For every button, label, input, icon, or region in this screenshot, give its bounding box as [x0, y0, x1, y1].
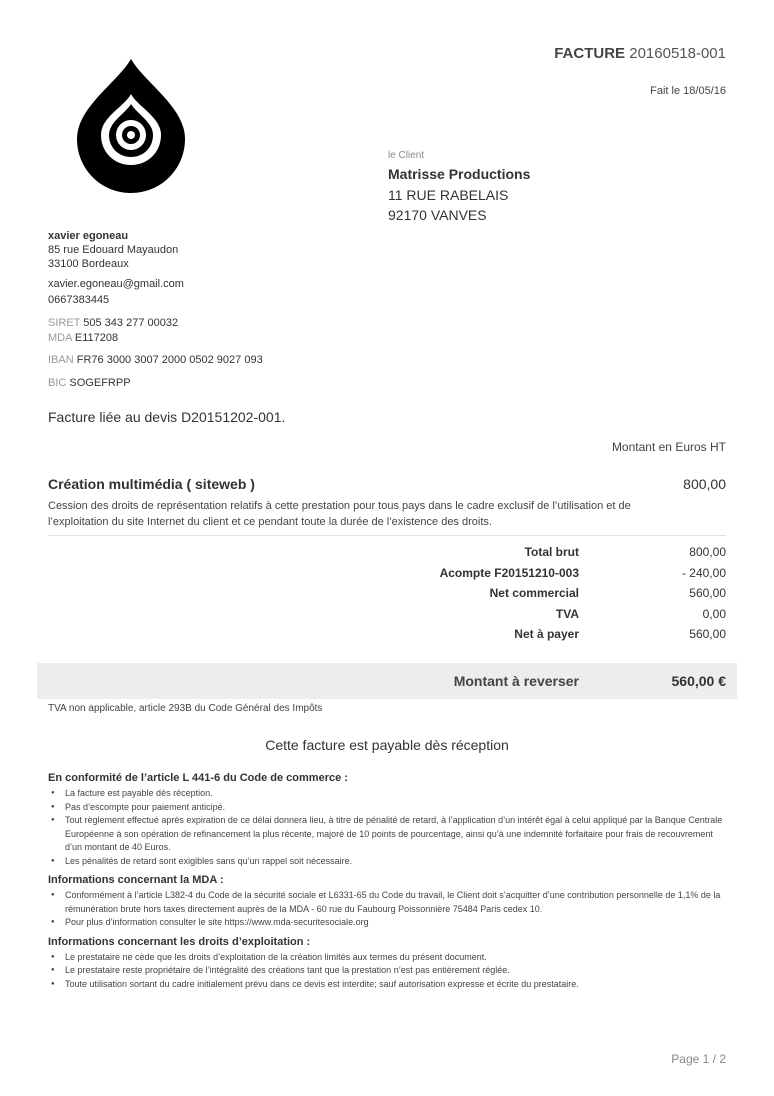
- drop-eye-logo-icon: [77, 59, 185, 193]
- legal-item: ● Le prestataire reste propriétaire de l’intégralité des créations tant que la prestation n’est pas entièrement réglée.: [48, 964, 728, 978]
- item-amount: 800,00: [683, 476, 726, 492]
- client-address-line2: 92170 VANVES: [388, 207, 487, 223]
- client-address-line1: 11 RUE RABELAIS: [388, 187, 509, 203]
- sender-name: xavier egoneau: [48, 230, 129, 242]
- legal-item: ● Pour plus d’information consulter le site https://www.mda-securitesociale.org: [48, 916, 728, 930]
- legal-section: [48, 772, 728, 997]
- sender-bic: [48, 376, 131, 390]
- tva-note: TVA non applicable, article 293B du Code Général des Impôts: [48, 703, 323, 714]
- mda-label: MDA: [48, 332, 72, 344]
- legal-heading: En conformité de l’article L 441-6 du Code de commerce :: [48, 772, 348, 784]
- sender-phone: 0667383445: [48, 294, 110, 306]
- item-title: Création multimédia ( siteweb ): [48, 476, 255, 492]
- amount-due-band: [37, 663, 737, 699]
- total-label: Total brut: [524, 545, 579, 559]
- siret-value: 505 343 277 00032: [83, 317, 179, 329]
- invoice-number: 20160518-001: [629, 45, 726, 62]
- client-label: le Client: [388, 150, 425, 161]
- devis-reference: Facture liée au devis D20151202-001.: [48, 409, 286, 425]
- sender-address-line2: 33100 Bordeaux: [48, 258, 129, 270]
- sender-siret: [48, 316, 178, 330]
- total-label: Acompte F20151210-003: [439, 566, 579, 580]
- amount-currency-label: Montant en Euros HT: [611, 440, 726, 454]
- siret-label: SIRET: [48, 317, 81, 329]
- legal-item: ● Pas d’escompte pour paiement anticipé.: [48, 801, 728, 815]
- legal-list: [48, 787, 728, 868]
- total-value: - 240,00: [681, 566, 726, 580]
- total-label: Net commercial: [489, 586, 579, 600]
- total-value: 560,00: [689, 586, 726, 600]
- client-name: Matrisse Productions: [388, 166, 531, 182]
- doc-label: FACTURE: [554, 45, 626, 62]
- iban-value: FR76 3000 3007 2000 0502 9027 093: [76, 354, 263, 366]
- amount-due-value: 560,00 €: [671, 673, 726, 689]
- bic-label: BIC: [48, 377, 67, 389]
- amount-due-label: Montant à reverser: [453, 673, 579, 689]
- legal-item: ● Tout règlement effectué après expiration de ce délai donnera lieu, à titre de pénalité de retard, à l’application d’un intérêt égal à celui appliqué par la Banque Centrale Européenne à son opération de refinancement la plus récente, majoré de 10 points de pourcentage, ainsi qu’à une indemnité forfaitaire pour frais de recouvrement d’un montant de 40 Euros.: [48, 814, 728, 855]
- legal-item: ● Les pénalités de retard sont exigibles sans qu’un rappel soit nécessaire.: [48, 855, 728, 869]
- legal-item: ● La facture est payable dès réception.: [48, 787, 728, 801]
- total-label: Net à payer: [514, 627, 579, 641]
- sender-iban: [48, 353, 263, 367]
- sender-email: xavier.egoneau@gmail.com: [48, 278, 184, 290]
- legal-item: ● Le prestataire ne cède que les droits d’exploitation de la création limités aux termes du présent document.: [48, 951, 728, 965]
- mda-value: E117208: [74, 332, 119, 344]
- total-value: 0,00: [702, 607, 726, 621]
- item-description: Cession des droits de représentation relatifs à cette prestation pour tous pays dans le cadre exclusif de l’utilisation et de l’exploitation du site Internet du client et ce pendant toute la durée de l’existence des droits.: [48, 500, 631, 528]
- sender-address-line1: 85 rue Edouard Mayaudon: [48, 244, 179, 256]
- divider: [48, 535, 726, 536]
- legal-item: ● Conformément à l’article L382-4 du Code de la sécurité sociale et L6331-65 du Code du travail, le Client doit s’acquitter d’une contribution personnelle de 1,1% de la rémunération brute hors taxes directement auprès de la MDA - 60 rue du Faubourg Poissonnière 75484 Paris cedex 10.: [48, 889, 728, 916]
- iban-label: IBAN: [48, 354, 74, 366]
- legal-list: [48, 889, 728, 930]
- invoice-date: Fait le 18/05/16: [650, 85, 726, 97]
- page-number: Page 1 / 2: [671, 1052, 726, 1066]
- legal-item: ● Toute utilisation sortant du cadre initialement prévu dans ce devis est interdite; sauf autorisation expresse et écrite du prestataire.: [48, 978, 728, 992]
- legal-heading: Informations concernant la MDA :: [48, 874, 224, 886]
- sender-mda: [48, 331, 118, 345]
- bic-value: SOGEFRPP: [69, 377, 131, 389]
- legal-list: [48, 951, 728, 992]
- total-value: 560,00: [689, 627, 726, 641]
- total-value: 800,00: [689, 545, 726, 559]
- total-label: TVA: [555, 607, 579, 621]
- invoice-title: [554, 45, 726, 62]
- payable-notice: Cette facture est payable dès réception: [265, 737, 509, 753]
- legal-heading: Informations concernant les droits d’exploitation :: [48, 935, 311, 948]
